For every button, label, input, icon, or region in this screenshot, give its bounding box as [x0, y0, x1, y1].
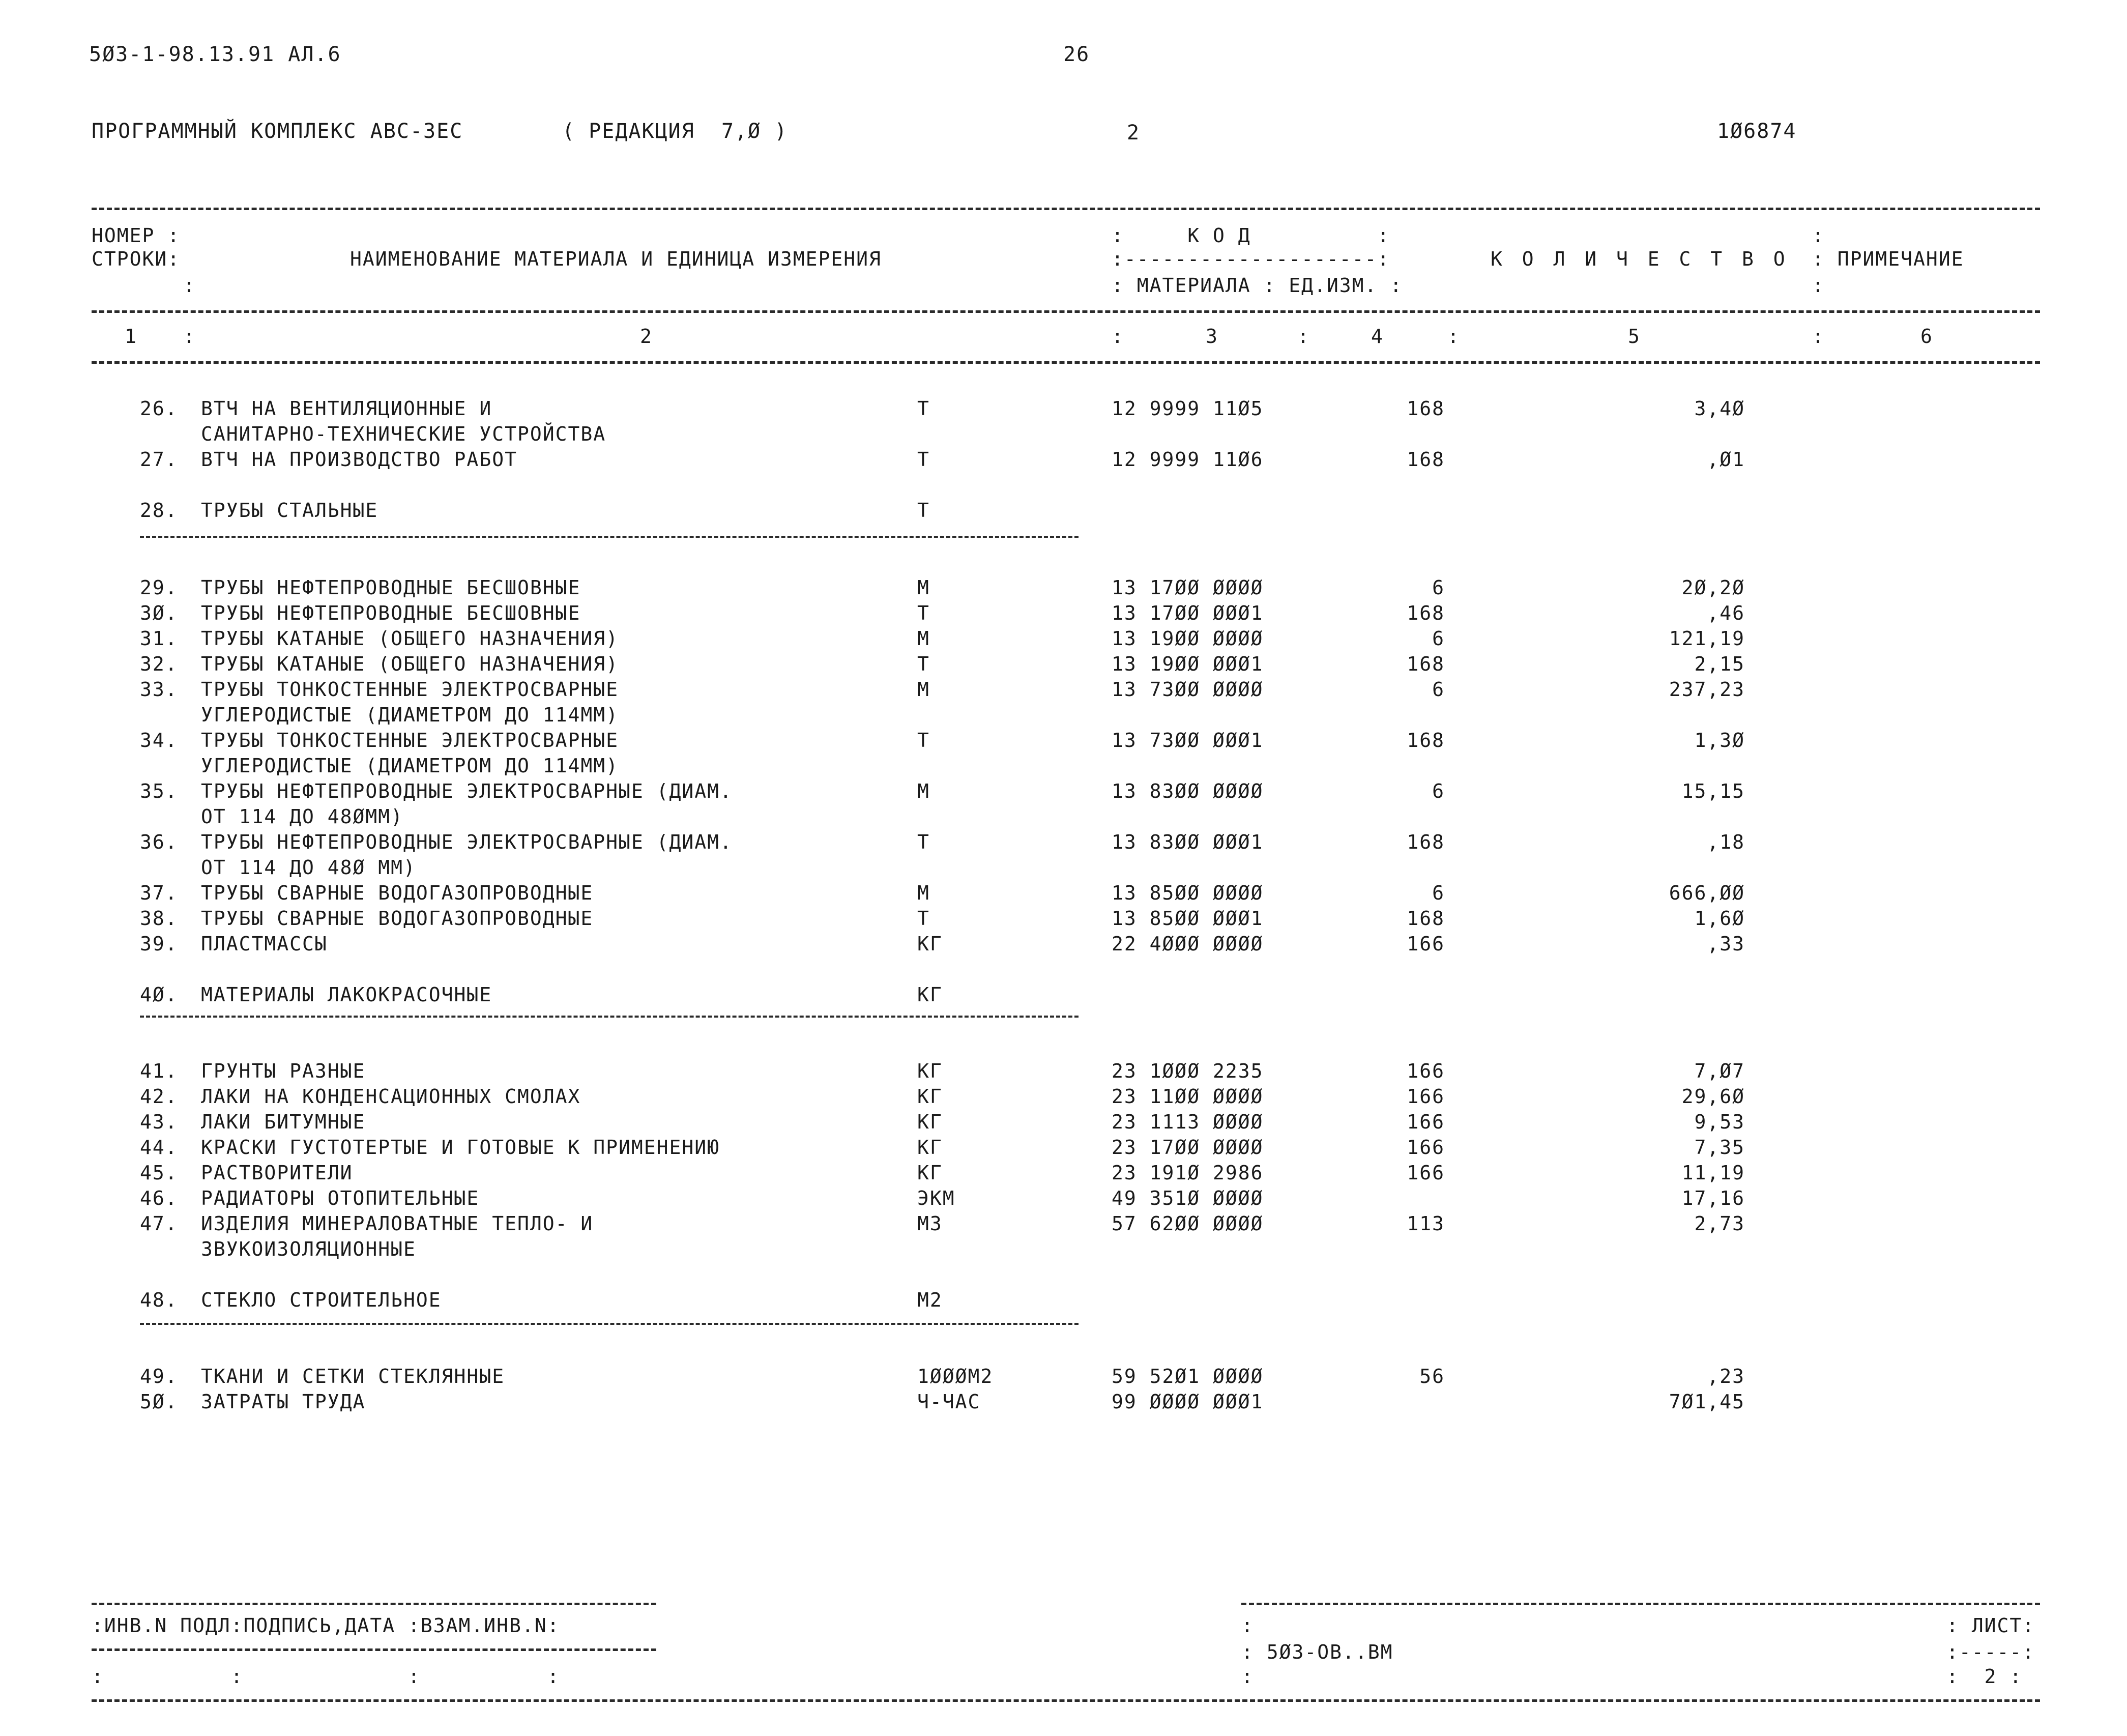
row-number: 31.	[140, 627, 178, 650]
material-code: 13 85ØØ ØØØØ	[1112, 882, 1264, 904]
unit-code: 166	[1407, 1111, 1445, 1133]
program-sheet: 2	[1127, 121, 1141, 144]
row-number: 33.	[140, 678, 178, 701]
material-code: 49 351Ø ØØØØ	[1112, 1187, 1264, 1209]
quantity-value: 11,19	[1681, 1162, 1745, 1184]
header-rule-middle	[92, 310, 2040, 313]
material-code: 12 9999 11Ø6	[1112, 448, 1264, 471]
row-number: 48.	[140, 1289, 178, 1311]
material-name: ТРУБЫ СТАЛЬНЫЕ	[201, 499, 378, 522]
unit-of-measure: КГ	[917, 1162, 943, 1184]
material-code: 13 83ØØ ØØØØ	[1112, 780, 1264, 802]
material-code: 12 9999 11Ø5	[1112, 397, 1264, 420]
material-name: ТРУБЫ ТОНКОСТЕННЫЕ ЭЛЕКТРОСВАРНЫЕ	[201, 729, 619, 751]
material-name: ТРУБЫ ТОНКОСТЕННЫЕ ЭЛЕКТРОСВАРНЫЕ	[201, 678, 619, 701]
material-name: ТРУБЫ КАТАНЫЕ (ОБЩЕГО НАЗНАЧЕНИЯ)	[201, 653, 619, 675]
quantity-value: 237,23	[1669, 678, 1745, 701]
quantity-value: ,Ø1	[1707, 448, 1745, 471]
material-name: РАДИАТОРЫ ОТОПИТЕЛЬНЫЕ	[201, 1187, 480, 1209]
row-number: 41.	[140, 1060, 178, 1082]
column-number-6: 6	[1920, 325, 1933, 348]
material-name: ТРУБЫ НЕФТЕПРОВОДНЫЕ ЭЛЕКТРОСВАРНЫЕ (ДИАМ.	[201, 780, 733, 802]
unit-code: 6	[1432, 576, 1445, 599]
material-name: ТРУБЫ СВАРНЫЕ ВОДОГАЗОПРОВОДНЫЕ	[201, 882, 594, 904]
material-code: 23 191Ø 2986	[1112, 1162, 1264, 1184]
row-number: 49.	[140, 1365, 178, 1387]
quantity-value: 1,6Ø	[1694, 907, 1745, 930]
unit-code: 6	[1432, 780, 1445, 802]
unit-of-measure: Т	[917, 448, 930, 471]
material-name: ТРУБЫ НЕФТЕПРОВОДНЫЕ БЕСШОВНЫЕ	[201, 576, 581, 599]
quantity-value: 1,3Ø	[1694, 729, 1745, 751]
code-header-top: : К О Д :	[1112, 224, 1390, 247]
column-number-1: 1	[125, 325, 137, 348]
row-number: 38.	[140, 907, 178, 930]
column-separator: :	[1112, 325, 1124, 348]
stamp-rule-top	[92, 1603, 656, 1605]
quantity-value: 7,35	[1694, 1136, 1745, 1159]
column-separator: :	[1297, 325, 1310, 348]
material-code: 13 17ØØ ØØØ1	[1112, 602, 1264, 624]
material-code: 13 73ØØ ØØØ1	[1112, 729, 1264, 751]
unit-of-measure: Т	[917, 602, 930, 624]
code-header-separator: :--------------------:	[1112, 248, 1390, 270]
unit-code: 168	[1407, 653, 1445, 675]
unit-of-measure: М3	[917, 1212, 943, 1235]
column-number-2: 2	[640, 325, 653, 348]
stamp-empty-cells: : : : :	[92, 1665, 560, 1688]
quantity-value: 9,53	[1694, 1111, 1745, 1133]
column-separator: :	[1812, 325, 1825, 348]
quantity-value: 29,6Ø	[1681, 1085, 1745, 1108]
quantity-value: 2,15	[1694, 653, 1745, 675]
material-name: ГРУНТЫ РАЗНЫЕ	[201, 1060, 366, 1082]
title-block-colon: :	[1241, 1665, 1254, 1688]
program-title: ПРОГРАММНЫЙ КОМПЛЕКС АВС-3ЕС	[92, 120, 463, 143]
unit-code: 113	[1407, 1212, 1445, 1235]
unit-code: 168	[1407, 448, 1445, 471]
material-code: 13 73ØØ ØØØØ	[1112, 678, 1264, 701]
header-rule-bottom	[92, 361, 2040, 364]
material-name: ВТЧ НА ПРОИЗВОДСТВО РАБОТ	[201, 448, 517, 471]
row-number: 35.	[140, 780, 178, 802]
quantity-value: 3,4Ø	[1694, 397, 1745, 420]
unit-code: 166	[1407, 1136, 1445, 1159]
quantity-value: 666,ØØ	[1669, 882, 1745, 904]
column-separator: :	[1447, 325, 1460, 348]
header-rule-top	[92, 208, 2040, 210]
unit-of-measure: Т	[917, 397, 930, 420]
unit-of-measure: М	[917, 780, 930, 802]
stamp-labels: :ИНВ.N ПОДЛ:ПОДПИСЬ,ДАТА :ВЗАМ.ИНВ.N:	[92, 1614, 560, 1637]
note-column-header: : ПРИМЕЧАНИЕ	[1812, 248, 1964, 270]
unit-code: 168	[1407, 397, 1445, 420]
material-code: 23 1ØØØ 2235	[1112, 1060, 1264, 1082]
sheet-separator: :-----:	[1946, 1641, 2035, 1663]
sheet-label: : ЛИСТ:	[1946, 1614, 2035, 1637]
page-number: 26	[1063, 43, 1090, 66]
material-name-continued: УГЛЕРОДИСТЫЕ (ДИАМЕТРОМ ДО 114ММ)	[201, 704, 619, 726]
material-code: 13 85ØØ ØØØ1	[1112, 907, 1264, 930]
unit-of-measure: КГ	[917, 1111, 943, 1133]
row-number: 45.	[140, 1162, 178, 1184]
row-number: 39.	[140, 933, 178, 955]
material-code: 22 4ØØØ ØØØØ	[1112, 933, 1264, 955]
material-code: 99 ØØØØ ØØØ1	[1112, 1391, 1264, 1413]
unit-code: 56	[1419, 1365, 1445, 1387]
unit-of-measure: 1ØØØМ2	[917, 1365, 994, 1387]
quantity-value: ,46	[1707, 602, 1745, 624]
material-name-continued: УГЛЕРОДИСТЫЕ (ДИАМЕТРОМ ДО 114ММ)	[201, 755, 619, 777]
sheet-number: : 2 :	[1946, 1665, 2023, 1688]
unit-code: 166	[1407, 1085, 1445, 1108]
material-name: ТРУБЫ КАТАНЫЕ (ОБЩЕГО НАЗНАЧЕНИЯ)	[201, 627, 619, 650]
row-number: 29.	[140, 576, 178, 599]
row-number: 42.	[140, 1085, 178, 1108]
row-number: 5Ø.	[140, 1391, 178, 1413]
row-number: 37.	[140, 882, 178, 904]
material-code: 59 52Ø1 ØØØØ	[1112, 1365, 1264, 1387]
material-name: ПЛАСТМАССЫ	[201, 933, 328, 955]
note-header-3: :	[1812, 274, 1825, 297]
material-name: МАТЕРИАЛЫ ЛАКОКРАСОЧНЫЕ	[201, 983, 492, 1006]
row-number: 28.	[140, 499, 178, 522]
material-code: 13 19ØØ ØØØ1	[1112, 653, 1264, 675]
unit-code: 168	[1407, 729, 1445, 751]
unit-code: 6	[1432, 882, 1445, 904]
material-code: 13 17ØØ ØØØØ	[1112, 576, 1264, 599]
stamp-rule-middle	[92, 1648, 656, 1651]
material-name: ТРУБЫ СВАРНЫЕ ВОДОГАЗОПРОВОДНЫЕ	[201, 907, 594, 930]
group-underline	[140, 1016, 1079, 1018]
row-number: 43.	[140, 1111, 178, 1133]
unit-of-measure: Т	[917, 499, 930, 522]
program-edition: ( РЕДАКЦИЯ 7,Ø )	[562, 120, 788, 143]
unit-of-measure: Т	[917, 729, 930, 751]
quantity-value: ,23	[1707, 1365, 1745, 1387]
unit-of-measure: КГ	[917, 983, 943, 1006]
column-separator: :	[183, 325, 196, 348]
material-name-continued: ЗВУКОИЗОЛЯЦИОННЫЕ	[201, 1238, 416, 1260]
unit-of-measure: М2	[917, 1289, 943, 1311]
unit-of-measure: Ч-ЧАС	[917, 1391, 981, 1413]
row-number: 27.	[140, 448, 178, 471]
material-name: ТРУБЫ НЕФТЕПРОВОДНЫЕ ЭЛЕКТРОСВАРНЫЕ (ДИАМ.	[201, 831, 733, 853]
material-code: 23 17ØØ ØØØØ	[1112, 1136, 1264, 1159]
material-code: 13 19ØØ ØØØØ	[1112, 627, 1264, 650]
unit-code: 166	[1407, 1060, 1445, 1082]
material-name: КРАСКИ ГУСТОТЕРТЫЕ И ГОТОВЫЕ К ПРИМЕНЕНИЮ	[201, 1136, 720, 1159]
row-number: 34.	[140, 729, 178, 751]
note-header-1: :	[1812, 224, 1825, 247]
quantity-value: 2,73	[1694, 1212, 1745, 1235]
material-name: СТЕКЛО СТРОИТЕЛЬНОЕ	[201, 1289, 442, 1311]
unit-of-measure: КГ	[917, 1060, 943, 1082]
row-number: 3Ø.	[140, 602, 178, 624]
job-number: 1Ø6874	[1717, 120, 1797, 143]
row-number: 46.	[140, 1187, 178, 1209]
material-name: РАСТВОРИТЕЛИ	[201, 1162, 353, 1184]
unit-of-measure: КГ	[917, 1136, 943, 1159]
quantity-value: 2Ø,2Ø	[1681, 576, 1745, 599]
quantity-value: ,18	[1707, 831, 1745, 853]
column-number-3: 3	[1206, 325, 1218, 348]
unit-of-measure: КГ	[917, 1085, 943, 1108]
unit-of-measure: Т	[917, 907, 930, 930]
material-name: ИЗДЕЛИЯ МИНЕРАЛОВАТНЫЕ ТЕПЛО- И	[201, 1212, 594, 1235]
row-number-header-1: НОМЕР :	[92, 224, 181, 247]
unit-code: 168	[1407, 831, 1445, 853]
material-name: ЛАКИ БИТУМНЫЕ	[201, 1111, 366, 1133]
row-number-header-2: СТРОКИ:	[92, 248, 181, 270]
unit-code: 6	[1432, 678, 1445, 701]
material-name: ЗАТРАТЫ ТРУДА	[201, 1391, 366, 1413]
code-header-bottom: : МАТЕРИАЛА : ЕД.ИЗМ. :	[1112, 274, 1403, 297]
unit-code: 166	[1407, 933, 1445, 955]
unit-of-measure: М	[917, 576, 930, 599]
unit-code: 6	[1432, 627, 1445, 650]
unit-of-measure: М	[917, 678, 930, 701]
column-number-4: 4	[1371, 325, 1384, 348]
material-code: 57 62ØØ ØØØØ	[1112, 1212, 1264, 1235]
material-code: 23 1113 ØØØØ	[1112, 1111, 1264, 1133]
row-number: 36.	[140, 831, 178, 853]
group-underline	[140, 1323, 1079, 1325]
row-number: 47.	[140, 1212, 178, 1235]
material-name-continued: ОТ 114 ДО 48Ø ММ)	[201, 856, 416, 879]
unit-of-measure: ЭКМ	[917, 1187, 955, 1209]
quantity-value: 15,15	[1681, 780, 1745, 802]
quantity-value: 121,19	[1669, 627, 1745, 650]
document-reference: : 5Ø3-ОВ..ВМ	[1241, 1641, 1393, 1663]
unit-code: 166	[1407, 1162, 1445, 1184]
unit-of-measure: М	[917, 882, 930, 904]
quantity-value: 7Ø1,45	[1669, 1391, 1745, 1413]
quantity-value: ,33	[1707, 933, 1745, 955]
material-code: 23 11ØØ ØØØØ	[1112, 1085, 1264, 1108]
material-name-continued: ОТ 114 ДО 48ØММ)	[201, 805, 404, 828]
row-number: 44.	[140, 1136, 178, 1159]
document-code: 5Ø3-1-98.13.91 АЛ.6	[89, 43, 341, 66]
material-code: 13 83ØØ ØØØ1	[1112, 831, 1264, 853]
name-column-header: НАИМЕНОВАНИЕ МАТЕРИАЛА И ЕДИНИЦА ИЗМЕРЕНИЯ	[350, 248, 882, 270]
unit-of-measure: Т	[917, 831, 930, 853]
quantity-value: 7,Ø7	[1694, 1060, 1745, 1082]
unit-of-measure: Т	[917, 653, 930, 675]
footer-rule-bottom	[92, 1699, 2040, 1702]
group-underline	[140, 536, 1079, 538]
material-name-continued: САНИТАРНО-ТЕХНИЧЕСКИЕ УСТРОЙСТВА	[201, 423, 606, 445]
column-number-5: 5	[1628, 325, 1641, 348]
unit-code: 168	[1407, 907, 1445, 930]
material-name: ВТЧ НА ВЕНТИЛЯЦИОННЫЕ И	[201, 397, 492, 420]
quantity-value: 17,16	[1681, 1187, 1745, 1209]
title-block-colon: :	[1241, 1614, 1254, 1637]
row-number: 26.	[140, 397, 178, 420]
unit-code: 168	[1407, 602, 1445, 624]
row-number-header-3: :	[183, 274, 196, 297]
row-number: 32.	[140, 653, 178, 675]
row-number: 4Ø.	[140, 983, 178, 1006]
title-block-rule-top	[1241, 1603, 2040, 1605]
material-name: ТРУБЫ НЕФТЕПРОВОДНЫЕ БЕСШОВНЫЕ	[201, 602, 581, 624]
quantity-column-header: К О Л И Ч Е С Т В О	[1491, 248, 1789, 270]
material-name: ТКАНИ И СЕТКИ СТЕКЛЯННЫЕ	[201, 1365, 505, 1387]
unit-of-measure: М	[917, 627, 930, 650]
unit-of-measure: КГ	[917, 933, 943, 955]
material-name: ЛАКИ НА КОНДЕНСАЦИОННЫХ СМОЛАХ	[201, 1085, 581, 1108]
